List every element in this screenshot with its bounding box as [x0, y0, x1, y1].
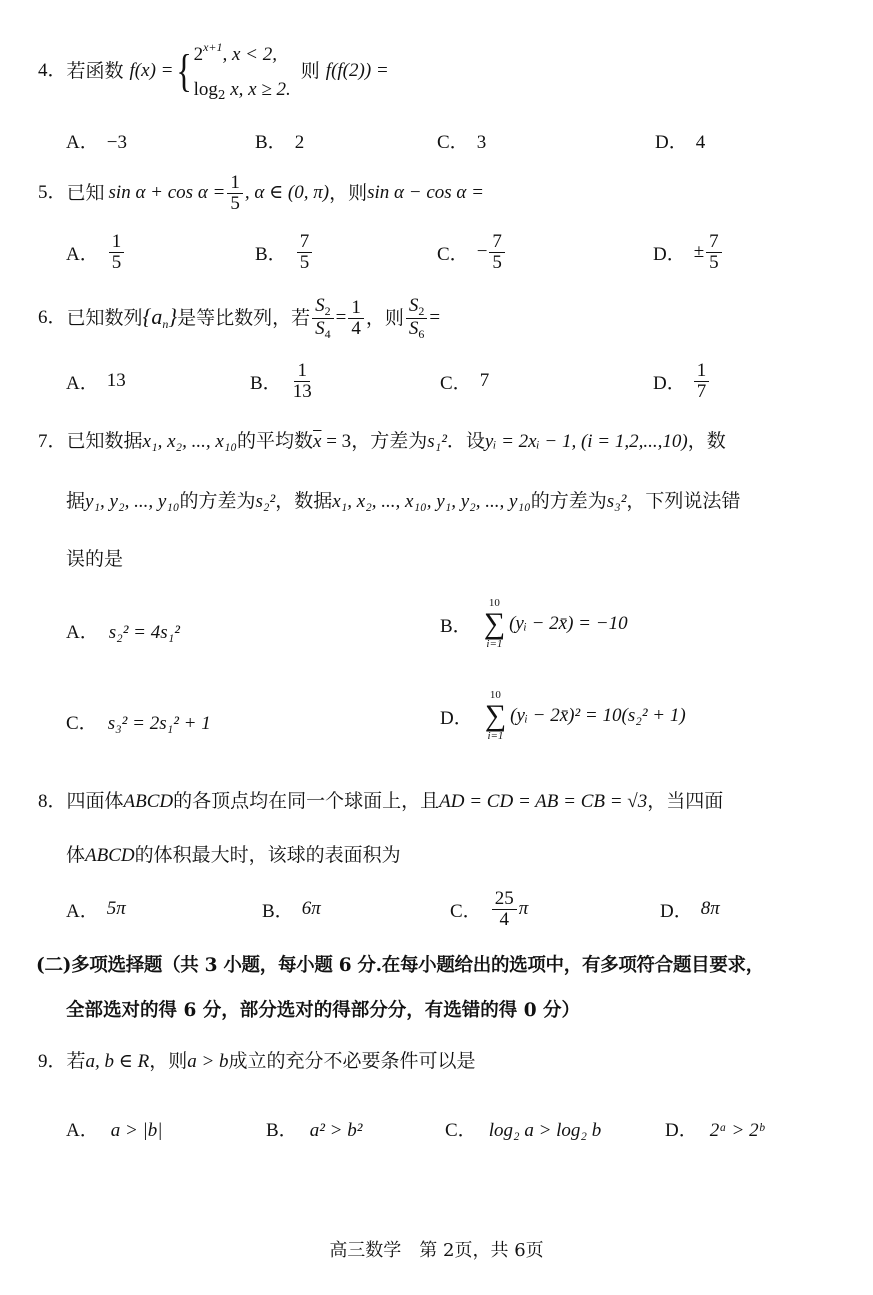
q5-option-d[interactable]: D． ± $\frac{7}{5}$ [653, 232, 724, 273]
q5-fraction: $\frac{1}{5}$ [227, 173, 243, 214]
q4-func: f(x) = [129, 59, 174, 81]
q6-eq: = [335, 306, 347, 328]
q7-line1: 7．已知数据x₁, x₂, ..., x₁₀的平均数$\overline{x} = 3$，方差为s₁²．设yᵢ = 2xᵢ − 1, (i = 1,2,...,10)，数 [38, 430, 726, 452]
q6-stem-prefix: 已知数列 [66, 306, 143, 329]
q5-expr-left: sin α + cos α = [108, 181, 226, 203]
q7-mean: $\overline{x}$ [313, 431, 322, 452]
q6-option-c[interactable]: C． 7 [440, 370, 490, 394]
q8-option-c[interactable]: C． $\frac{25}{4}$ π [450, 887, 529, 930]
q5-stem-prefix: 已知 [66, 181, 105, 204]
q5-number: 5． [38, 181, 67, 203]
q7-var1: s₁² [427, 431, 447, 452]
q9-option-c[interactable]: C． log₂ a > log₂ b [445, 1120, 602, 1141]
section2-heading-line1: (二)多项选择题（共 3 小题，每小题 6 分.在每小题给出的选项中，有多项符合题目要求， [36, 955, 764, 976]
q4-ask: f(f(2)) = [325, 59, 389, 81]
q6-stem [38, 292, 440, 344]
q6-option-a[interactable]: A． 13 [66, 370, 126, 394]
q7-data-y: y₁, y₂, ..., y₁₀ [85, 491, 180, 512]
q8-equation: AD = CD = AB = CB = √3 [439, 791, 648, 812]
q5-option-b[interactable]: B． $\frac{7}{5}$ [255, 232, 314, 273]
q7-option-d[interactable]: D． 10 ∑ i=1 (yᵢ − 2x̄)² = 10(s₂² + 1) [440, 689, 686, 742]
q6-ratio: $\frac{S_2}{S_4}$ [312, 296, 334, 340]
q4-brace: { [176, 45, 193, 96]
q4-then: 则 [300, 59, 320, 82]
q4-option-d[interactable]: D． 4 [655, 132, 706, 153]
q7-option-c[interactable]: C． s₃² = 2s₁² + 1 [66, 713, 211, 734]
q8-option-d[interactable]: D． 8π [660, 898, 720, 922]
q4-option-a[interactable]: A． −3 [66, 132, 127, 153]
q6-ask-fraction: $\frac{S_2}{S_6}$ [406, 296, 428, 340]
q4-case1: $2^{x+1}$, x < 2, [193, 40, 278, 65]
q4-number: 4． [38, 59, 67, 81]
q7-var2: s₂² [255, 491, 276, 512]
q8-option-a[interactable]: A． 5π [66, 898, 126, 922]
q8-option-b[interactable]: B． 6π [262, 898, 321, 922]
q4-stem-prefix: 若函数 [66, 59, 124, 82]
q7-option-b-sum: 10 ∑ i=1 [483, 597, 506, 650]
q6-seq: $\{a_n\}$ [142, 304, 178, 332]
q7-def: yᵢ = 2xᵢ − 1, (i = 1,2,...,10) [484, 431, 688, 452]
q6-then: ，则 [365, 306, 404, 329]
page-footer: 高三数学 第 2页，共 6页 [329, 1240, 544, 1261]
q4-cases [194, 30, 291, 112]
q5-option-c[interactable]: C． − $\frac{7}{5}$ [437, 232, 507, 273]
q4-option-b[interactable]: B． 2 [255, 132, 305, 153]
q7-line2: 据y₁, y₂, ..., y₁₀的方差为s₂²，数据x₁, x₂, ..., x₁₀, y₁, y₂, ..., y₁₀的方差为s₃²，下列说法错 [66, 490, 741, 512]
q9-option-a[interactable]: A． a > |b| [66, 1120, 163, 1141]
q7-var3: s₃² [606, 491, 627, 512]
q7-data-x: x₁, x₂, ..., x₁₀ [142, 431, 238, 452]
q7-line3: 误的是 [66, 548, 124, 570]
q5-ask: sin α − cos α = [367, 181, 484, 203]
q5-then: ，则 [329, 181, 368, 204]
q9-option-d[interactable]: D． 2ᵃ > 2ᵇ [665, 1120, 764, 1141]
q5-cond: , α ∈ (0, π) [244, 181, 330, 203]
q9-stem: 9．若a, b ∈ R，则a > b成立的充分不必要条件可以是 [38, 1050, 476, 1072]
q9-option-b[interactable]: B． a² > b² [266, 1120, 363, 1141]
q7-number: 7． [38, 431, 67, 452]
q7-data-xy: x₁, x₂, ..., x₁₀, y₁, y₂, ..., y₁₀ [332, 491, 531, 512]
q8-line1: 8．四面体ABCD的各顶点均在同一个球面上，且AD = CD = AB = CB = √3，当四面 [38, 790, 724, 812]
q6-option-d[interactable]: D． $\frac{1}{7}$ [653, 356, 711, 406]
section2-heading-line2: 全部选对的得 6 分，部分选对的得部分分，有选错的得 0 分） [66, 1000, 581, 1021]
q5-stem [38, 168, 484, 218]
q5-option-a[interactable]: A． $\frac{1}{5}$ [66, 232, 126, 273]
q6-ask-eq: = [429, 306, 441, 328]
q9-number: 9． [38, 1051, 67, 1072]
q7-option-b[interactable]: B． 10 ∑ i=1 (yᵢ − 2x̄) = −10 [440, 597, 628, 650]
q8-line2: 体ABCD的体积最大时，该球的表面积为 [66, 844, 401, 866]
q4-case2: $\log_2 x$, x ≥ 2. [193, 79, 291, 102]
q7-option-a[interactable]: A． s₂² = 4s₁² [66, 622, 180, 643]
q6-value: $\frac{1}{4}$ [348, 298, 364, 339]
q6-mid: 是等比数列，若 [177, 306, 311, 329]
q6-number: 6． [38, 306, 67, 328]
q7-option-d-sum: 10 ∑ i=1 [484, 689, 507, 742]
q4-stem [38, 36, 389, 106]
q4-option-c[interactable]: C． 3 [437, 132, 487, 153]
q6-option-b[interactable]: B． $\frac{1}{13}$ [250, 359, 312, 402]
q8-number: 8． [38, 791, 67, 812]
